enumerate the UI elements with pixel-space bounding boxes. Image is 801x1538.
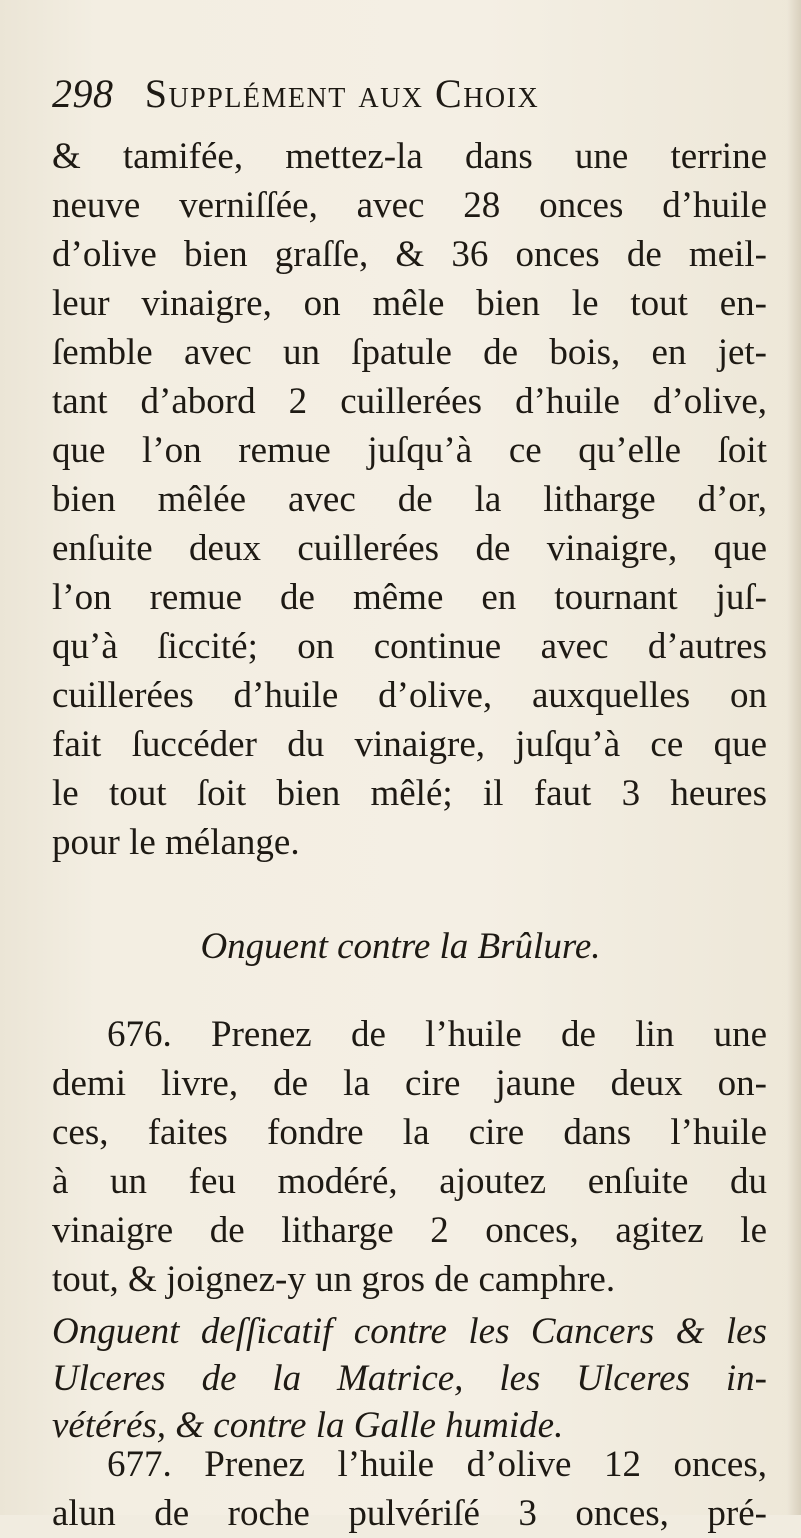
heading-line: Ulceres de la Matrice, les Ulceres in- bbox=[52, 1358, 767, 1399]
heading-line: vétérés, & contre la Galle humide. bbox=[52, 1405, 564, 1446]
text-line: leur vinaigre, on mêle bien le tout en- bbox=[52, 283, 767, 324]
section-heading-brulure: Onguent contre la Brûlure. bbox=[200, 926, 601, 967]
page-number: 298 bbox=[52, 71, 114, 116]
text-line: à un feu modéré, ajoutez enſuite du bbox=[52, 1161, 767, 1202]
text-line: cuillerées d’huile d’olive, auxquelles on bbox=[52, 675, 767, 716]
heading-line: Onguent deſſicatif contre les Cancers & les bbox=[52, 1311, 767, 1352]
text-line: ſemble avec un ſpatule de bois, en jet- bbox=[52, 332, 767, 373]
text-line: neuve verniſſée, avec 28 onces d’huile bbox=[52, 185, 767, 226]
running-header bbox=[52, 70, 772, 128]
text-line: bien mêlée avec de la litharge d’or, bbox=[52, 479, 767, 520]
text-line: 676. Prenez de l’huile de lin une bbox=[107, 1014, 767, 1055]
text-line: enſuite deux cuillerées de vinaigre, que bbox=[52, 528, 767, 569]
text-line: qu’à ſiccité; on continue avec d’autres bbox=[52, 626, 767, 667]
text-line: pour le mélange. bbox=[52, 822, 300, 863]
text-line: vinaigre de litharge 2 onces, agitez le bbox=[52, 1210, 767, 1251]
text-line: le tout ſoit bien mêlé; il faut 3 heures bbox=[52, 773, 767, 814]
text-line: fait ſuccéder du vinaigre, juſqu’à ce que bbox=[52, 724, 767, 765]
paragraph-676 bbox=[52, 1010, 767, 1304]
text-line: tout, & joignez-y un gros de camphre. bbox=[52, 1259, 616, 1300]
text-line: alun de roche pulvériſé 3 onces, pré- bbox=[52, 1493, 767, 1534]
text-line: l’on remue de même en tournant juſ- bbox=[52, 577, 767, 618]
text-line: & tamifée, mettez-la dans une terrine bbox=[52, 136, 767, 177]
text-line: 677. Prenez l’huile d’olive 12 onces, bbox=[107, 1444, 767, 1485]
text-line: d’olive bien graſſe, & 36 onces de meil- bbox=[52, 234, 767, 275]
page-edge-shadow bbox=[787, 0, 801, 1515]
running-title: Supplément aux Choix bbox=[144, 71, 540, 116]
text-line: que l’on remue juſqu’à ce qu’elle ſoit bbox=[52, 430, 767, 471]
text-line: demi livre, de la cire jaune deux on- bbox=[52, 1063, 767, 1104]
paragraph-continuation bbox=[52, 132, 767, 867]
text-line: ces, faites fondre la cire dans l’huile bbox=[52, 1112, 767, 1153]
text-line: tant d’abord 2 cuillerées d’huile d’olive, bbox=[52, 381, 767, 422]
paragraph-677 bbox=[52, 1440, 767, 1538]
section-heading-deſſicatif bbox=[52, 1308, 767, 1449]
